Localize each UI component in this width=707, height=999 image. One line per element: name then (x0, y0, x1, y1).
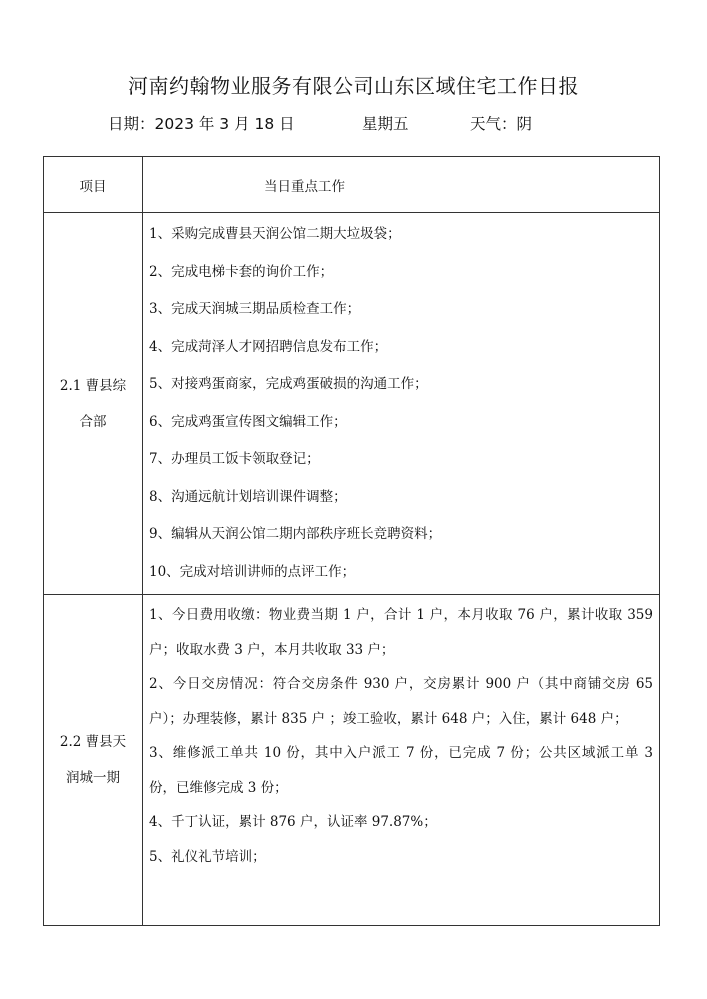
header-work-label: 当日重点工作 (264, 178, 345, 195)
work-item: 8、沟通远航计划培训课件调整； (149, 488, 347, 505)
table-row-comprehensive-dept (44, 213, 660, 595)
dept-name-line: 2.1 曹县综 (59, 377, 127, 394)
dept-cell (44, 213, 143, 595)
work-item: 5、礼仪礼节培训； (149, 848, 266, 865)
work-items-cell (143, 595, 660, 926)
report-weekday: 星期五 (362, 115, 409, 133)
report-weather: 天气：阴 (470, 115, 533, 133)
table-row-tianruncheng-phase1 (44, 595, 660, 926)
work-item: 10、完成对培训讲师的点评工作； (149, 563, 356, 580)
work-item: 4、完成菏泽人才网招聘信息发布工作； (149, 338, 388, 355)
work-item: 9、编辑从天润公馆二期内部秩序班长竞聘资料； (149, 526, 442, 542)
header-item-label: 项目 (79, 178, 107, 195)
work-item: 5、对接鸡蛋商家，完成鸡蛋破损的沟通工作； (149, 376, 428, 392)
dept-cell (44, 595, 143, 926)
work-item: 4、千丁认证，累计 876 户，认证率 97.87%； (149, 814, 437, 830)
report-date: 日期：2023 年 3 月 18 日 (108, 115, 295, 133)
dept-name-line: 2.2 曹县天 (59, 734, 127, 750)
dept-name-line: 润城一期 (66, 770, 120, 786)
dept-name-line: 合部 (79, 413, 107, 430)
work-item: 3、维修派工单共 10 份，其中入户派工 7 份，已完成 7 份；公共区域派工单 3 份，已维修完成 3 份； (149, 745, 653, 796)
header-cell-work (143, 157, 660, 213)
work-item: 7、办理员工饭卡领取登记； (149, 451, 320, 467)
header-cell-item (44, 157, 143, 213)
work-item: 1、今日费用收缴：物业费当期 1 户，合计 1 户，本月收取 76 户，累计收取 359 户；收取水费 3 户，本月共收取 33 户； (149, 607, 653, 658)
work-item: 6、完成鸡蛋宣传图文编辑工作； (149, 413, 347, 430)
work-item: 1、采购完成曹县天润公馆二期大垃圾袋； (149, 226, 401, 242)
work-report-table (43, 156, 660, 926)
work-item: 2、完成电梯卡套的询价工作； (149, 263, 334, 280)
table-header-row (44, 157, 660, 213)
work-item: 3、完成天润城三期品质检查工作； (149, 301, 361, 317)
work-item: 2、今日交房情况：符合交房条件 930 户，交房累计 900 户（其中商铺交房 65 户）；办理装修，累计 835 户 ；竣工验收，累计 648 户；入住，累计 648 户； (149, 676, 653, 727)
report-title: 河南约翰物业服务有限公司山东区域住宅工作日报 (128, 74, 579, 98)
work-items-cell (143, 213, 660, 595)
